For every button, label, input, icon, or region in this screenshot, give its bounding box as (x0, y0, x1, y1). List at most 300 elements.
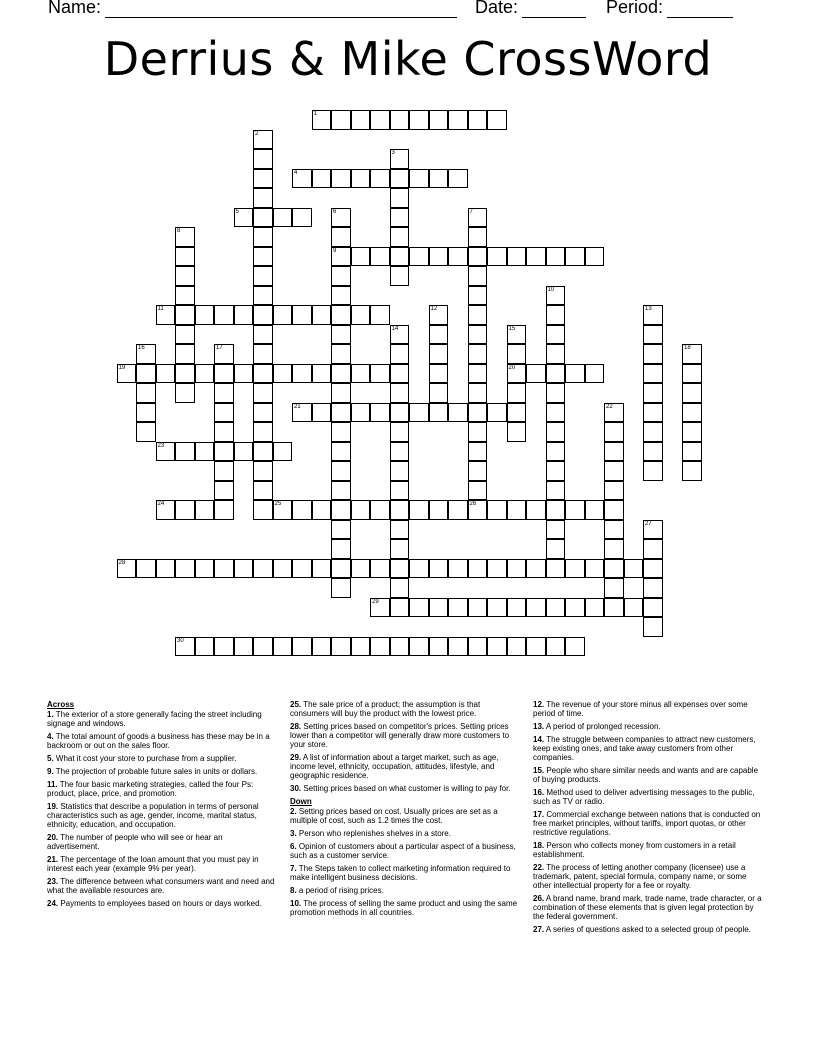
grid-cell[interactable] (546, 344, 566, 364)
grid-cell[interactable] (390, 461, 410, 481)
grid-cell[interactable] (390, 344, 410, 364)
grid-cell[interactable] (390, 364, 410, 384)
grid-cell[interactable] (351, 110, 371, 130)
grid-cell[interactable] (546, 403, 566, 423)
grid-cell[interactable] (468, 461, 488, 481)
grid-cell[interactable] (351, 403, 371, 423)
grid-cell[interactable] (468, 559, 488, 579)
grid-cell[interactable] (273, 364, 293, 384)
grid-cell[interactable] (331, 520, 351, 540)
grid-cell[interactable] (253, 481, 273, 501)
grid-cell[interactable] (565, 247, 585, 267)
grid-cell[interactable] (604, 422, 624, 442)
grid-cell[interactable] (195, 637, 215, 657)
grid-cell[interactable] (253, 208, 273, 228)
grid-cell[interactable] (331, 383, 351, 403)
grid-cell[interactable] (604, 598, 624, 618)
grid-cell[interactable] (390, 539, 410, 559)
grid-cell[interactable] (546, 520, 566, 540)
grid-cell[interactable] (604, 539, 624, 559)
grid-cell[interactable] (214, 403, 234, 423)
grid-cell[interactable] (234, 208, 254, 228)
grid-cell[interactable] (253, 461, 273, 481)
grid-cell[interactable] (253, 344, 273, 364)
grid-cell[interactable] (390, 208, 410, 228)
grid-cell[interactable] (214, 305, 234, 325)
grid-cell[interactable] (292, 169, 312, 189)
grid-cell[interactable] (331, 403, 351, 423)
grid-cell[interactable] (331, 227, 351, 247)
grid-cell[interactable] (604, 520, 624, 540)
grid-cell[interactable] (370, 559, 390, 579)
grid-cell[interactable] (546, 422, 566, 442)
grid-cell[interactable] (312, 110, 332, 130)
grid-cell[interactable] (468, 364, 488, 384)
grid-cell[interactable] (429, 383, 449, 403)
grid-cell[interactable] (546, 481, 566, 501)
grid-cell[interactable] (331, 578, 351, 598)
grid-cell[interactable] (429, 637, 449, 657)
grid-cell[interactable] (565, 559, 585, 579)
grid-cell[interactable] (468, 110, 488, 130)
grid-cell[interactable] (253, 364, 273, 384)
grid-cell[interactable] (390, 227, 410, 247)
grid-cell[interactable] (682, 383, 702, 403)
grid-cell[interactable] (175, 325, 195, 345)
grid-cell[interactable] (331, 208, 351, 228)
grid-cell[interactable] (331, 500, 351, 520)
grid-cell[interactable] (448, 110, 468, 130)
grid-cell[interactable] (175, 500, 195, 520)
grid-cell[interactable] (604, 500, 624, 520)
grid-cell[interactable] (546, 286, 566, 306)
grid-cell[interactable] (546, 364, 566, 384)
grid-cell[interactable] (331, 637, 351, 657)
grid-cell[interactable] (156, 559, 176, 579)
grid-cell[interactable] (468, 344, 488, 364)
grid-cell[interactable] (468, 500, 488, 520)
grid-cell[interactable] (565, 598, 585, 618)
grid-cell[interactable] (468, 383, 488, 403)
clue-text: Commercial exchange between nations that is conducted on free market principles, without tariffs, import quotas, or other restrictive regulations. (533, 810, 761, 837)
grid-cell[interactable] (253, 247, 273, 267)
grid-cell[interactable] (643, 305, 663, 325)
grid-cell[interactable] (643, 442, 663, 462)
grid-cell[interactable] (526, 364, 546, 384)
grid-cell[interactable] (331, 422, 351, 442)
grid-cell[interactable] (351, 500, 371, 520)
grid-cell[interactable] (214, 461, 234, 481)
grid-cell[interactable] (331, 344, 351, 364)
grid-cell[interactable] (370, 169, 390, 189)
grid-cell[interactable] (156, 305, 176, 325)
grid-cell[interactable] (468, 598, 488, 618)
grid-cell[interactable] (390, 559, 410, 579)
grid-cell[interactable] (234, 305, 254, 325)
grid-cell[interactable] (468, 305, 488, 325)
grid-cell[interactable] (175, 305, 195, 325)
grid-cell[interactable] (253, 422, 273, 442)
grid-cell[interactable] (214, 637, 234, 657)
grid-cell[interactable] (585, 364, 605, 384)
grid-cell[interactable] (312, 169, 332, 189)
grid-cell[interactable] (253, 188, 273, 208)
grid-cell[interactable] (604, 559, 624, 579)
grid-cell[interactable] (312, 364, 332, 384)
grid-cell[interactable] (195, 442, 215, 462)
grid-cell[interactable] (487, 110, 507, 130)
grid-cell[interactable] (448, 169, 468, 189)
grid-cell[interactable] (468, 266, 488, 286)
grid-cell[interactable] (546, 305, 566, 325)
grid-cell[interactable] (604, 578, 624, 598)
grid-cell[interactable] (292, 637, 312, 657)
grid-cell[interactable] (136, 403, 156, 423)
grid-cell[interactable] (234, 637, 254, 657)
grid-cell[interactable] (292, 305, 312, 325)
grid-cell[interactable] (546, 442, 566, 462)
grid-cell[interactable] (468, 422, 488, 442)
grid-cell[interactable] (468, 325, 488, 345)
grid-cell[interactable] (546, 637, 566, 657)
grid-cell[interactable] (390, 266, 410, 286)
grid-cell[interactable] (253, 227, 273, 247)
grid-cell[interactable] (546, 325, 566, 345)
grid-cell[interactable] (643, 344, 663, 364)
grid-cell[interactable] (487, 247, 507, 267)
grid-cell[interactable] (390, 383, 410, 403)
grid-cell[interactable] (429, 305, 449, 325)
grid-cell[interactable] (604, 481, 624, 501)
grid-cell[interactable] (273, 442, 293, 462)
grid-cell[interactable] (507, 247, 527, 267)
grid-cell[interactable] (351, 169, 371, 189)
grid-cell[interactable] (409, 637, 429, 657)
grid-cell[interactable] (546, 539, 566, 559)
grid-cell[interactable] (429, 247, 449, 267)
grid-cell[interactable] (234, 364, 254, 384)
grid-cell[interactable] (331, 305, 351, 325)
grid-cell[interactable] (429, 598, 449, 618)
grid-cell[interactable] (546, 500, 566, 520)
grid-cell[interactable] (156, 364, 176, 384)
grid-cell[interactable] (585, 559, 605, 579)
grid-cell[interactable] (390, 247, 410, 267)
grid-cell[interactable] (507, 364, 527, 384)
grid-cell[interactable] (351, 305, 371, 325)
grid-cell[interactable] (429, 110, 449, 130)
grid-cell[interactable] (253, 130, 273, 150)
grid-cell[interactable] (117, 559, 137, 579)
grid-cell[interactable] (312, 500, 332, 520)
grid-cell[interactable] (253, 383, 273, 403)
grid-cell[interactable] (273, 559, 293, 579)
grid-cell[interactable] (331, 266, 351, 286)
grid-cell[interactable] (370, 305, 390, 325)
grid-cell[interactable] (370, 500, 390, 520)
grid-cell[interactable] (390, 637, 410, 657)
grid-cell[interactable] (682, 422, 702, 442)
grid-cell[interactable] (331, 325, 351, 345)
grid-cell[interactable] (390, 149, 410, 169)
grid-cell[interactable] (175, 247, 195, 267)
grid-cell[interactable] (390, 422, 410, 442)
grid-cell[interactable] (409, 403, 429, 423)
grid-cell[interactable] (643, 598, 663, 618)
grid-cell[interactable] (214, 383, 234, 403)
grid-cell[interactable] (390, 188, 410, 208)
down-clue (533, 841, 765, 859)
grid-cell[interactable] (507, 383, 527, 403)
grid-cell[interactable] (390, 110, 410, 130)
grid-cell[interactable] (546, 598, 566, 618)
grid-cell[interactable] (312, 305, 332, 325)
grid-cell[interactable] (643, 578, 663, 598)
grid-cell[interactable] (351, 559, 371, 579)
grid-cell[interactable] (507, 500, 527, 520)
grid-cell[interactable] (312, 637, 332, 657)
grid-cell[interactable] (643, 461, 663, 481)
grid-cell[interactable] (546, 559, 566, 579)
grid-cell[interactable] (253, 403, 273, 423)
grid-cell[interactable] (643, 520, 663, 540)
grid-cell[interactable] (175, 286, 195, 306)
grid-cell[interactable] (331, 286, 351, 306)
grid-cell[interactable] (526, 598, 546, 618)
grid-cell[interactable] (643, 617, 663, 637)
grid-cell[interactable] (214, 422, 234, 442)
grid-cell[interactable] (429, 169, 449, 189)
grid-cell[interactable] (292, 559, 312, 579)
grid-cell[interactable] (331, 110, 351, 130)
grid-cell[interactable] (175, 442, 195, 462)
grid-cell[interactable] (468, 286, 488, 306)
grid-cell[interactable] (214, 344, 234, 364)
grid-cell[interactable] (195, 364, 215, 384)
grid-cell[interactable] (565, 364, 585, 384)
grid-cell[interactable] (253, 637, 273, 657)
grid-cell[interactable] (292, 500, 312, 520)
grid-cell[interactable] (585, 500, 605, 520)
grid-cell[interactable] (175, 266, 195, 286)
grid-cell[interactable] (390, 481, 410, 501)
grid-cell[interactable] (331, 442, 351, 462)
grid-cell[interactable] (292, 403, 312, 423)
grid-cell[interactable] (195, 559, 215, 579)
grid-cell[interactable] (507, 637, 527, 657)
grid-cell[interactable] (273, 500, 293, 520)
grid-cell[interactable] (214, 442, 234, 462)
grid-cell[interactable] (682, 442, 702, 462)
grid-cell[interactable] (448, 500, 468, 520)
grid-cell[interactable] (468, 247, 488, 267)
grid-cell[interactable] (370, 110, 390, 130)
grid-cell[interactable] (390, 578, 410, 598)
grid-cell[interactable] (565, 637, 585, 657)
grid-cell[interactable] (390, 520, 410, 540)
grid-cell[interactable] (604, 403, 624, 423)
grid-cell[interactable] (448, 403, 468, 423)
grid-cell[interactable] (468, 442, 488, 462)
grid-cell[interactable] (136, 422, 156, 442)
grid-cell[interactable] (370, 637, 390, 657)
grid-cell[interactable] (409, 598, 429, 618)
grid-cell[interactable] (273, 637, 293, 657)
grid-cell[interactable] (234, 442, 254, 462)
grid-cell[interactable] (351, 247, 371, 267)
grid-cell[interactable] (156, 500, 176, 520)
grid-cell[interactable] (253, 266, 273, 286)
grid-cell[interactable] (429, 364, 449, 384)
grid-cell[interactable] (136, 364, 156, 384)
grid-cell[interactable] (331, 364, 351, 384)
grid-cell[interactable] (331, 247, 351, 267)
grid-cell[interactable] (351, 637, 371, 657)
grid-cell[interactable] (468, 403, 488, 423)
grid-cell[interactable] (195, 500, 215, 520)
grid-cell[interactable] (507, 598, 527, 618)
grid-cell[interactable] (468, 227, 488, 247)
grid-cell[interactable] (468, 637, 488, 657)
grid-cell[interactable] (448, 559, 468, 579)
grid-cell[interactable] (624, 559, 644, 579)
grid-cell[interactable] (409, 559, 429, 579)
grid-cell[interactable] (429, 325, 449, 345)
grid-cell[interactable] (468, 481, 488, 501)
grid-cell[interactable] (292, 364, 312, 384)
grid-cell[interactable] (643, 422, 663, 442)
grid-cell[interactable] (390, 598, 410, 618)
grid-cell[interactable] (546, 461, 566, 481)
grid-cell[interactable] (448, 598, 468, 618)
grid-cell[interactable] (253, 169, 273, 189)
grid-cell[interactable] (507, 325, 527, 345)
grid-cell[interactable] (546, 247, 566, 267)
grid-cell[interactable] (526, 559, 546, 579)
grid-cell[interactable] (331, 559, 351, 579)
grid-cell[interactable] (448, 637, 468, 657)
grid-cell[interactable] (526, 500, 546, 520)
grid-cell[interactable] (331, 169, 351, 189)
grid-cell[interactable] (487, 559, 507, 579)
grid-cell[interactable] (234, 559, 254, 579)
grid-cell[interactable] (565, 500, 585, 520)
grid-cell[interactable] (117, 364, 137, 384)
grid-cell[interactable] (390, 325, 410, 345)
grid-cell[interactable] (682, 461, 702, 481)
grid-cell[interactable] (312, 403, 332, 423)
grid-cell[interactable] (507, 344, 527, 364)
grid-cell[interactable] (331, 481, 351, 501)
grid-cell[interactable] (253, 325, 273, 345)
grid-cell[interactable] (390, 442, 410, 462)
grid-cell[interactable] (409, 110, 429, 130)
grid-cell[interactable] (643, 325, 663, 345)
grid-cell[interactable] (487, 403, 507, 423)
grid-cell[interactable] (624, 598, 644, 618)
grid-cell[interactable] (429, 500, 449, 520)
grid-cell[interactable] (253, 500, 273, 520)
grid-cell[interactable] (507, 559, 527, 579)
grid-cell[interactable] (526, 247, 546, 267)
grid-cell[interactable] (214, 364, 234, 384)
grid-cell[interactable] (370, 598, 390, 618)
grid-cell[interactable] (136, 344, 156, 364)
grid-cell[interactable] (253, 559, 273, 579)
grid-cell[interactable] (253, 442, 273, 462)
grid-cell[interactable] (273, 305, 293, 325)
grid-cell[interactable] (390, 403, 410, 423)
grid-cell[interactable] (390, 500, 410, 520)
grid-cell[interactable] (214, 500, 234, 520)
grid-cell[interactable] (253, 305, 273, 325)
grid-cell[interactable] (370, 364, 390, 384)
grid-cell[interactable] (682, 364, 702, 384)
grid-cell[interactable] (643, 559, 663, 579)
grid-cell[interactable] (429, 559, 449, 579)
grid-cell[interactable] (546, 383, 566, 403)
grid-cell[interactable] (370, 247, 390, 267)
grid-cell[interactable] (390, 169, 410, 189)
grid-cell[interactable] (312, 559, 332, 579)
grid-cell[interactable] (429, 403, 449, 423)
grid-cell[interactable] (526, 637, 546, 657)
grid-cell[interactable] (643, 539, 663, 559)
grid-cell[interactable] (292, 208, 312, 228)
grid-cell[interactable] (253, 286, 273, 306)
grid-cell[interactable] (331, 461, 351, 481)
grid-cell[interactable] (273, 208, 293, 228)
grid-cell[interactable] (682, 344, 702, 364)
grid-cell[interactable] (156, 442, 176, 462)
grid-cell[interactable] (214, 559, 234, 579)
grid-cell[interactable] (507, 422, 527, 442)
grid-cell[interactable] (370, 403, 390, 423)
grid-cell[interactable] (604, 461, 624, 481)
grid-cell[interactable] (175, 344, 195, 364)
grid-cell[interactable] (429, 344, 449, 364)
grid-cell[interactable] (448, 247, 468, 267)
grid-cell[interactable] (195, 305, 215, 325)
grid-cell[interactable] (487, 637, 507, 657)
grid-cell[interactable] (175, 227, 195, 247)
grid-cell[interactable] (409, 247, 429, 267)
grid-cell[interactable] (175, 637, 195, 657)
grid-cell[interactable] (253, 149, 273, 169)
grid-cell[interactable] (585, 247, 605, 267)
grid-cell[interactable] (604, 442, 624, 462)
grid-cell[interactable] (468, 208, 488, 228)
grid-cell[interactable] (643, 403, 663, 423)
grid-cell[interactable] (175, 364, 195, 384)
grid-cell[interactable] (214, 481, 234, 501)
grid-cell[interactable] (487, 598, 507, 618)
grid-cell[interactable] (136, 383, 156, 403)
grid-cell[interactable] (643, 383, 663, 403)
grid-cell[interactable] (351, 364, 371, 384)
grid-cell[interactable] (585, 598, 605, 618)
grid-cell[interactable] (643, 364, 663, 384)
grid-cell[interactable] (507, 403, 527, 423)
grid-cell[interactable] (682, 403, 702, 423)
grid-cell[interactable] (487, 500, 507, 520)
grid-cell[interactable] (175, 559, 195, 579)
grid-cell[interactable] (175, 383, 195, 403)
grid-cell[interactable] (136, 559, 156, 579)
grid-cell[interactable] (409, 500, 429, 520)
grid-cell[interactable] (331, 539, 351, 559)
grid-cell[interactable] (409, 169, 429, 189)
